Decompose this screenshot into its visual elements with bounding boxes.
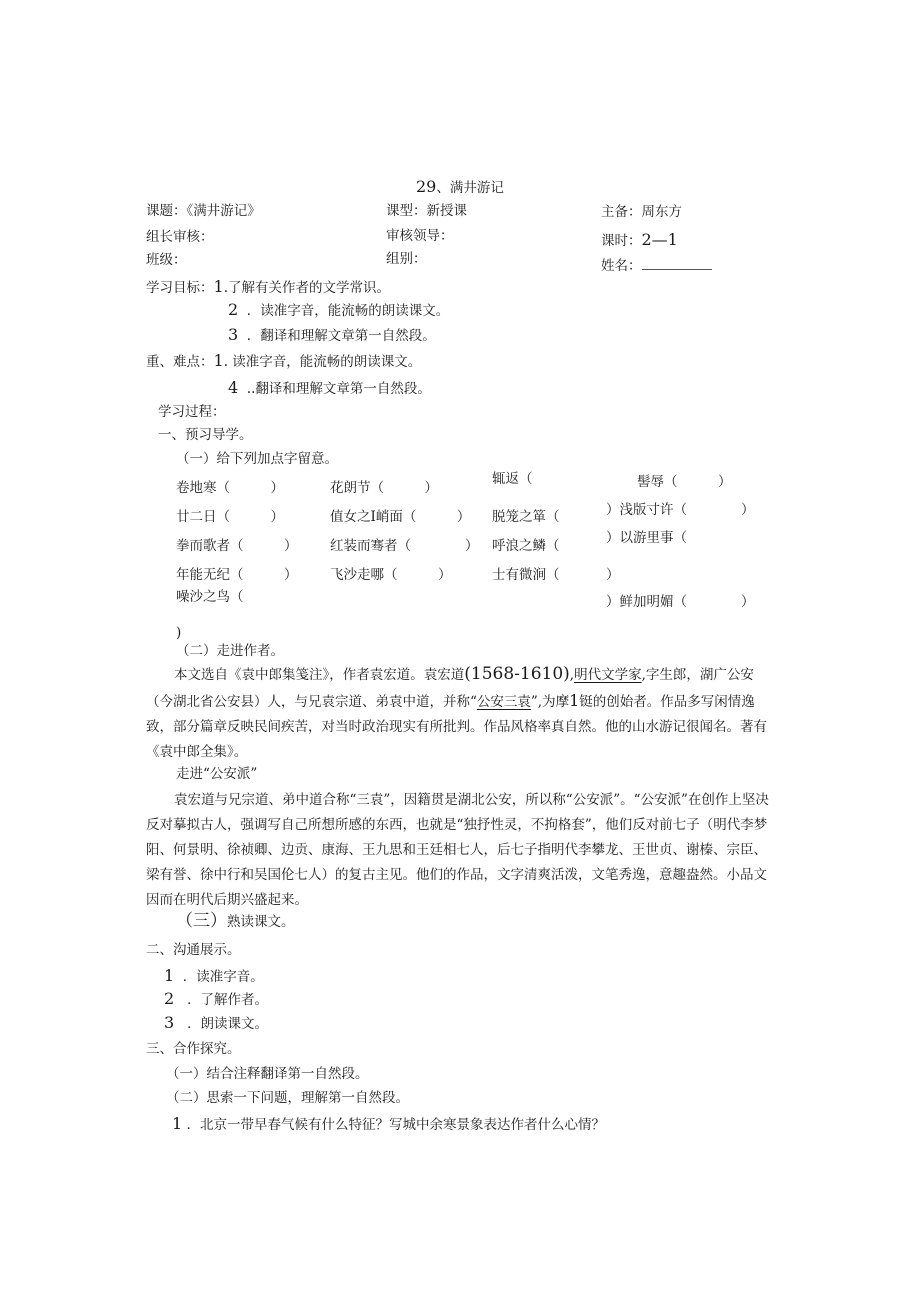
vocab-item: 飞沙走哪（ ） [330,567,452,583]
lesson-field: 课题：《满井游记》 [146,203,261,219]
item-number: 1 [164,966,175,985]
period-field [601,230,678,249]
vocab-item: 髻辱（ ） [637,474,732,490]
section2-item [164,1013,268,1032]
keypoints-label: 重、难点： [146,354,214,370]
goals-line-1 [146,277,390,296]
section3-sub1: （一）结合注释翻译第一自然段。 [166,1066,369,1082]
group-field: 组别： [386,251,427,267]
period-label: 课时： [601,233,642,249]
page-title [416,177,504,196]
reviewer-field: 审核领导： [386,228,454,244]
section1-sub3 [176,911,295,931]
three-yuan-term: 公安三袁 [476,694,531,710]
school-heading: 走进“公安派” [176,766,258,782]
goal-text: .了解有关作者的文学常识。 [223,280,390,296]
section2-item [164,989,268,1008]
item-number: 2 [164,989,175,1008]
section1-sub2: （二）走进作者。 [176,643,284,659]
vocab-item: ) [176,625,182,641]
section3-heading: 三、合作探究。 [146,1041,241,1057]
goal-number: 3 [228,325,239,344]
name-field [601,257,712,274]
keypoint-number: 1 [213,351,224,370]
vocab-item: 噪沙之鸟（ [176,589,244,605]
section3-question-1 [172,1114,605,1133]
author-title-link: 明代文学家 [574,667,642,683]
vocab-item: ）浅版寸许（ ） [606,502,755,518]
author-text: 本文选自《袁中郎集笺注》，作者袁宏道。袁宏道 [174,667,465,683]
keypoints-line-1 [146,351,421,370]
goal-text: ．翻译和理解文章第一自然段。 [246,328,436,344]
author-text: 铤的创始者。作品多写闲情逸致，部分篇章反映民间疾苦，对当时政治现实有所批判。作品风格率真自然。他的山水游记很闻名。著有《袁中郎全集》。 [146,694,767,760]
goals-line-3 [228,325,436,344]
vocab-item: 年能无纪（ ） [176,567,298,583]
item-text: ．读准字音。 [182,969,264,985]
vocab-item: ）以游里事（ [606,530,687,546]
sub3-paren: （三） [176,911,227,931]
vocab-item: 卷地寒（ ） [176,480,284,496]
group-leader-field: 组长审核： [146,229,214,245]
item-text: ．了解作者。 [187,992,269,1008]
title-text: 、满井游记 [436,180,504,196]
sub3-text: 熟读课文。 [227,914,295,930]
goal-text: ．读准字音，能流畅的朗读课文。 [246,303,450,319]
section3-sub2: （二）思索一下问题，理解第一自然段。 [166,1090,409,1106]
section2-heading: 二、沟通展示。 [146,942,241,958]
question-number: 1 [172,1114,183,1133]
lesson-type-field: 课型：新授课 [386,203,467,219]
vocab-item: 呼浪之鳞（ [492,538,560,554]
class-field: 班级： [146,252,187,268]
vocab-item: 脱笼之箪（ [492,509,560,525]
section1-heading: 一、预习导学。 [158,427,253,443]
author-paragraph [146,662,780,765]
item-number: 3 [164,1013,175,1032]
process-label: 学习过程： [158,404,226,420]
author-text: , [569,667,575,683]
vocab-item: 辄返（ [492,471,533,487]
vocab-item: 花朗节（ ） [330,480,438,496]
vocab-item: 廿二日（ ） [176,509,284,525]
section1-sub1: （一）给下列加点字留意。 [176,451,338,467]
name-blank[interactable] [642,257,712,270]
vocab-item: ） [606,567,620,583]
vocab-item: ）鲜加明媚（ ） [606,594,755,610]
goal-number: 1 [213,277,224,296]
section2-item [164,966,264,985]
school-paragraph: 袁宏道与兄宗道、弟中道合称“三袁”，因籍贯是湖北公安，所以称“公安派”。“公安派”在创作上坚决反对摹拟古人，强调写自己所想所感的东西，也就是“独抒性灵，不拘格套”，他们反对前七子（明代李梦阳、何景明、徐祯卿、边贡、康海、王九思和王廷相七人，后七子指明代李攀龙、王世贞、谢榛、宗臣、梁有誉、徐中行和吴国伦七人）的复古主见。他们的作品，文字清爽活泼，文笔秀逸，意趣盎然。小品文因而在明代后期兴盛起来。 [146,792,769,908]
name-label: 姓名： [601,258,642,274]
author-text: 1 [569,691,580,710]
title-number: 29 [416,177,437,196]
keypoint-text: . 读准字音，能流畅的朗读课文。 [223,354,422,370]
author-text: ”,为摩 [530,694,570,710]
goals-label: 学习目标： [146,280,214,296]
vocab-item: 值女之I峭面（ ） [330,509,471,525]
goal-number: 2 [228,300,239,319]
keypoint-text: ..翻译和理解文章第一自然段。 [246,381,431,397]
period-value: 2—1 [641,230,678,249]
vocab-item: 士有微涧（ [492,567,560,583]
author-field: 主备：周东方 [601,204,682,220]
question-text: ．北京一带早春气候有什么特征？写城中余寒景象表达作者什么心情？ [186,1117,605,1133]
vocab-item: 拳而歌者（ ） [176,538,298,554]
goals-line-2 [228,300,449,319]
author-years: (1568-1610) [464,664,570,684]
author-text: ,字生郎，湖广公安（今湖北省公安县）人，与兄袁宗道、弟袁中道，并称“ [146,667,754,710]
keypoint-number: 4 [228,378,239,397]
keypoints-line-2 [228,378,431,397]
vocab-item: 红装而骞者（ ） [330,538,479,554]
item-text: ．朗读课文。 [187,1016,269,1032]
